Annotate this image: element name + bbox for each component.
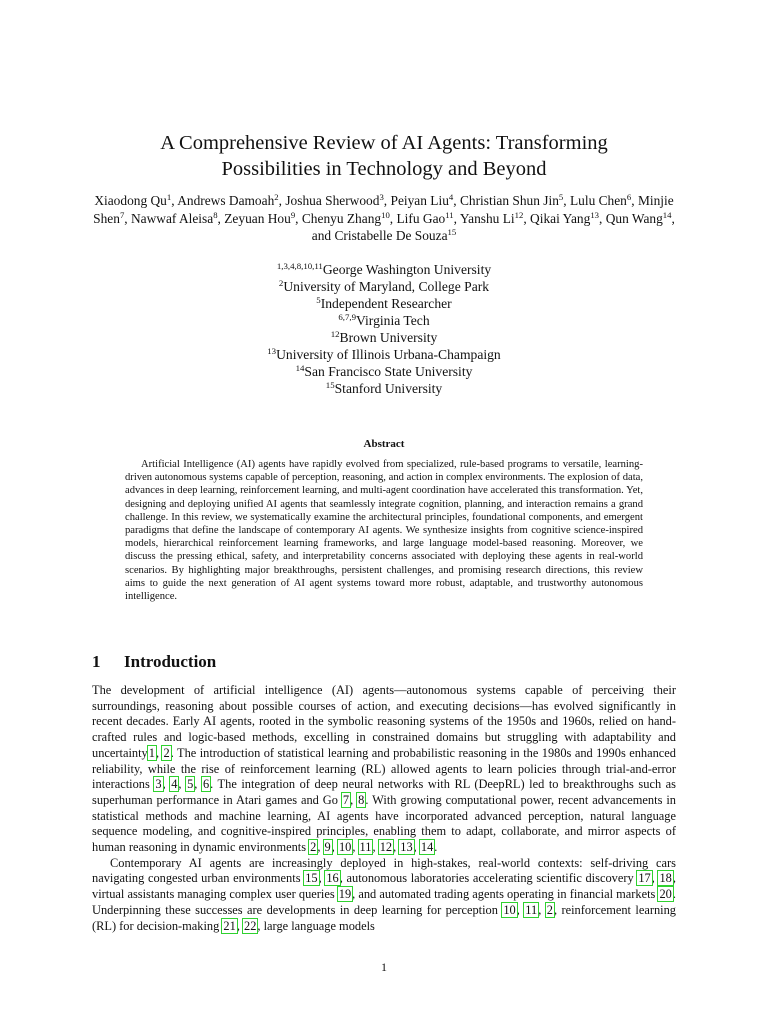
citation-link[interactable]: 22: [244, 918, 257, 933]
paper-title: [84, 130, 684, 182]
citation-link[interactable]: 18: [659, 871, 672, 886]
citation-link[interactable]: 1: [148, 745, 155, 760]
citation-link[interactable]: 4: [171, 777, 178, 792]
citation-link[interactable]: 6: [202, 777, 210, 792]
citation-link[interactable]: 12: [379, 840, 393, 855]
affiliation-mark: 14: [295, 363, 305, 374]
citation-link[interactable]: 10: [503, 902, 516, 917]
author-name: Lifu Gao: [396, 210, 446, 226]
affiliation-mark: 5: [316, 295, 321, 306]
citation-link[interactable]: 11: [525, 902, 538, 917]
title-line-1: A Comprehensive Review of AI Agents: Transforming: [160, 132, 608, 154]
affiliation-mark: 6,7,9: [338, 312, 357, 323]
citation-link[interactable]: 13: [400, 840, 413, 855]
author-affiliation-mark: 4: [448, 192, 454, 203]
section-number: 1: [92, 652, 101, 671]
author-affiliation-mark: 14: [662, 209, 672, 220]
citation-link[interactable]: 20: [659, 887, 672, 902]
citation-link[interactable]: 2: [546, 902, 553, 917]
author-name: Lulu Chen: [569, 193, 627, 208]
author-affiliation-mark: 8: [213, 209, 218, 220]
citation-link[interactable]: 21: [223, 918, 236, 933]
author-affiliation-mark: 5: [558, 192, 564, 203]
author-affiliation-mark: 15: [447, 227, 457, 238]
page-number: 1: [381, 960, 387, 974]
author-affiliation-mark: 1: [166, 192, 172, 203]
citation-link[interactable]: 9: [324, 840, 331, 855]
section-body: [92, 683, 676, 934]
author-name: Minjie Shen: [93, 193, 674, 226]
affiliation-item: [134, 363, 634, 380]
section-heading: [92, 652, 676, 672]
affiliation-item: [134, 278, 634, 295]
author-affiliation-mark: 9: [290, 209, 296, 220]
abstract-text: Artificial Intelligence (AI) agents have rapidly evolved from specialized, rule-based programs to versatile, learning-driven autonomous systems capable of perception, reasoning, and action in complex environments. The explosion of data, advances in deep learning, reinforcement learning, and multi-agent coordination have accelerated this transformation. Yet, designing and deploying unified AI agents that seamlessly integrate cognition, planning, and interaction remains a grand challenge. In this review, we systematically examine the architectural principles, foundational components, and emergent paradigms that define the landscape of contemporary AI agents. We synthesize insights from cognitive science-inspired models, hierarchical reinforcement learning frameworks, and large language model-based reasoning. Moreover, we discuss the pressing ethical, safety, and interpretability concerns associated with deploying these agents in real-world scenarios. By highlighting major breakthroughs, persistent challenges, and promising research directions, this review aims to guide the next generation of AI agent systems toward more robust, adaptable, and trustworthy autonomous intelligence.: [125, 459, 643, 603]
author-affiliation-mark: 2: [274, 192, 279, 203]
author-name: Cristabelle De Souza: [334, 228, 448, 243]
author-affiliation-mark: 3: [379, 192, 384, 203]
author-affiliation-mark: 6: [626, 192, 632, 203]
affiliation-mark: 15: [325, 380, 335, 391]
citation-link[interactable]: 14: [420, 840, 434, 855]
affiliation-item: [134, 312, 634, 329]
author-name: Xiaodong Qu: [94, 193, 167, 208]
citation-link[interactable]: 11: [359, 840, 372, 855]
affiliation-mark: 12: [330, 329, 340, 340]
affiliation-mark: 13: [267, 346, 277, 357]
author-name: Zeyuan Hou: [224, 210, 291, 226]
citation-link[interactable]: 17: [638, 871, 651, 886]
author-name: Qikai Yang: [530, 210, 591, 226]
affiliation-item: [134, 261, 634, 278]
author-affiliation-mark: 7: [119, 209, 125, 220]
affiliation-name: University of Maryland, College Park: [283, 279, 490, 294]
citation-link[interactable]: 15: [305, 871, 318, 886]
author-name: Peiyan Liu: [390, 193, 449, 208]
author-name: Christian Shun Jin: [459, 193, 559, 208]
citation-link[interactable]: 3: [155, 777, 162, 792]
affiliation-name: Brown University: [339, 330, 438, 345]
author-affiliation-mark: 12: [514, 209, 524, 220]
author-name: Qun Wang: [605, 210, 663, 226]
citation-link[interactable]: 10: [338, 840, 352, 855]
author-affiliation-mark: 10: [381, 209, 390, 220]
affiliation-item: [134, 380, 634, 397]
citation-link[interactable]: 8: [358, 792, 365, 807]
affiliation-name: George Washington University: [322, 262, 492, 277]
citation-link[interactable]: 7: [342, 792, 350, 807]
affiliation-mark: 2: [278, 278, 284, 289]
author-affiliation-mark: 11: [445, 209, 454, 220]
section-title: Introduction: [124, 652, 217, 671]
affiliation-name: University of Illinois Urbana-Champaign: [276, 347, 501, 362]
citation-link[interactable]: 2: [163, 745, 170, 760]
affiliation-name: Stanford University: [334, 381, 443, 396]
affiliation-mark: 1,3,4,8,10,11: [276, 261, 323, 272]
affiliation-item: [134, 295, 634, 312]
author-name: Andrews Damoah: [177, 193, 275, 208]
title-line-2: Possibilities in Technology and Beyond: [221, 158, 547, 180]
citation-link[interactable]: 5: [187, 777, 194, 792]
body-paragraph: Contemporary AI agents are increasingly deployed in high-stakes, real-world contexts: self-driving cars navigating congested urban environments 15, 16, autonomous laboratories accelerating scientific discovery 17, 18, virtual assistants managing complex user queries 19, and automated trading agents operating in financial markets 20. Underpinning these successes are developments in deep learning for perception 10, 11, 2, reinforcement learning (RL) for decision-making 21, 22, large language models: [92, 855, 676, 933]
citation-link[interactable]: 16: [326, 871, 339, 886]
abstract-heading: Abstract: [363, 438, 405, 450]
affiliation-item: [134, 329, 634, 346]
affiliation-item: [134, 346, 634, 363]
author-affiliation-mark: 13: [590, 209, 600, 220]
body-paragraph: The development of artificial intelligence (AI) agents—autonomous systems capable of perceiving their surroundings, reasoning about possible courses of action, and executing decisions—has evolved significantly in recent decades. Early AI agents, rooted in the symbolic reasoning systems of the 1950s and 1960s, relied on hand-crafted rules and logic-based methods, excelling in constrained domains but struggling with adaptability and uncertainty1, 2. The introduction of statistical learning and probabilistic reasoning in the 1980s and 1990s enhanced reliability, while the rise of reinforcement learning (RL) allowed agents to learn policies through trial-and-error interactions 3, 4, 5, 6. The integration of deep neural networks with RL (DeepRL) led to breakthroughs such as superhuman performance in Atari games and Go 7, 8. With growing computational power, recent advancements in statistical methods and machine learning, AI agents have incorporated advanced perception, natural language sequence modeling, and cognitive-inspired principles, enabling them to adapt, collaborate, and mirror aspects of human reasoning in dynamic environments 2, 9, 10, 11, 12, 13, 14.: [92, 683, 677, 855]
citation-link[interactable]: 2: [310, 840, 317, 855]
author-name: Joshua Sherwood: [285, 193, 380, 208]
author-name: Nawwaf Aleisa: [131, 210, 214, 226]
author-name: Yanshu Li: [459, 210, 515, 226]
affiliation-name: San Francisco State University: [304, 364, 473, 379]
affiliation-list: [134, 261, 634, 397]
affiliation-name: Virginia Tech: [356, 313, 430, 328]
affiliation-name: Independent Researcher: [320, 296, 452, 311]
author-list: Xiaodong Qu$^1$, Andrews Damoah$^2$, Joshua Sherwood$^3$, Peiyan Liu$^4$, Christian Shun Jin$^5$, Lulu Chen$^6$, Minjie Shen$^7$, Nawwaf Aleisa$^8$, Zeyuan Hou$^9$, Chenyu Zhang$^{10}$, Lifu Gao$^{11}$, Yanshu Li$^{12}$, Qikai Yang$^{13}$, Qun Wang$^{14}$, and Cristabelle De Souza$^{15}$: [93, 192, 675, 243]
author-name: Chenyu Zhang: [301, 210, 382, 226]
citation-link[interactable]: 19: [338, 887, 352, 902]
